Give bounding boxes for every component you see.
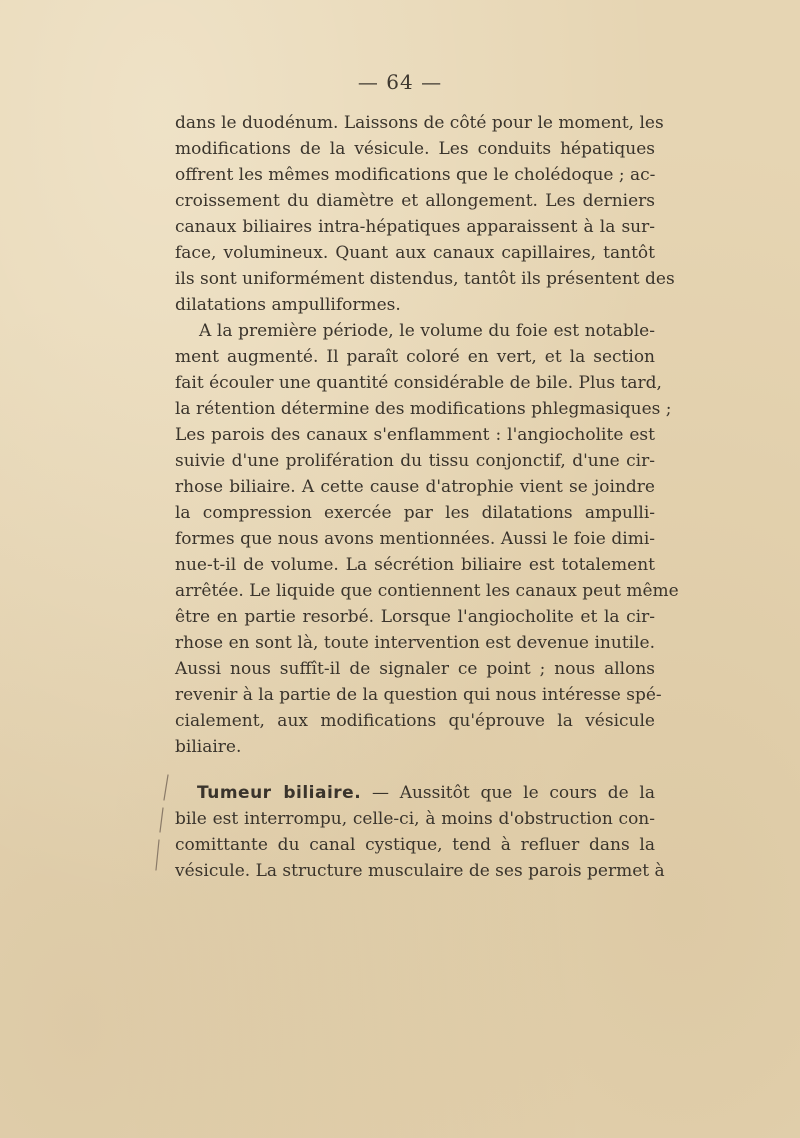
text-line: suivie d'une prolifération du tissu conjonctif, d'une cir- <box>175 451 655 471</box>
text-line: Les parois des canaux s'enflamment : l'angiocholite est <box>175 425 655 445</box>
text-line: vésicule. La structure musculaire de ses parois permet à <box>175 861 665 881</box>
text-line: la compression exercée par les dilatations ampulli- <box>175 503 655 523</box>
text-line: être en partie resorbé. Lorsque l'angiocholite et la cir- <box>175 607 655 627</box>
text-line: bile est interrompu, celle-ci, à moins d'obstruction con- <box>175 809 655 829</box>
text-line: rhose biliaire. A cette cause d'atrophie vient se joindre <box>175 477 655 497</box>
page-number: — 64 — <box>357 70 443 94</box>
text-line: A la première période, le volume du foie est notable- <box>199 321 655 341</box>
text-line: nue-t-il de volume. La sécrétion biliaire est totalement <box>175 555 655 575</box>
text-line: dilatations ampulliformes. <box>175 295 401 315</box>
text-line: rhose en sont là, toute intervention est devenue inutile. <box>175 633 655 653</box>
section-heading: Tumeur biliaire. <box>197 783 362 803</box>
section-tumeur-biliaire <box>175 780 665 884</box>
paragraph-2 <box>175 318 679 760</box>
text-line: ils sont uniformément distendus, tantôt ils présentent des <box>175 269 675 289</box>
text-line: arrêtée. Le liquide que contiennent les canaux peut même <box>175 581 679 601</box>
text-line: formes que nous avons mentionnées. Aussi le foie dimi- <box>175 529 655 549</box>
text-line: croissement du diamètre et allongement. Les derniers <box>175 191 655 211</box>
text-line: face, volumineux. Quant aux canaux capillaires, tantôt <box>175 243 655 263</box>
text-line: comittante du canal cystique, tend à refluer dans la <box>175 835 655 855</box>
text-line: offrent les mêmes modifications que le cholédoque ; ac- <box>175 165 656 185</box>
paragraph-1 <box>175 110 675 318</box>
text-line: ment augmenté. Il paraît coloré en vert, et la section <box>175 347 655 367</box>
text-line: biliaire. <box>175 737 242 757</box>
text-line: revenir à la partie de la question qui nous intéresse spé- <box>175 685 662 705</box>
body-text <box>175 110 679 884</box>
text-line: cialement, aux modifications qu'éprouve la vésicule <box>175 711 655 731</box>
text-line: fait écouler une quantité considérable de bile. Plus tard, <box>175 373 662 393</box>
section-heading-rest: — Aussitôt que le cours de la <box>371 783 655 803</box>
text-line: dans le duodénum. Laissons de côté pour le moment, les <box>175 113 664 133</box>
text-line: Aussi nous suffît-il de signaler ce point ; nous allons <box>175 659 655 679</box>
text-line: la rétention détermine des modifications phlegmasiques ; <box>175 399 672 419</box>
section-heading-line <box>175 780 655 806</box>
text-line: modifications de la vésicule. Les conduits hépatiques <box>175 139 655 159</box>
margin-pencil-mark <box>150 770 180 890</box>
section-gap <box>175 760 655 780</box>
text-line: canaux biliaires intra-hépatiques apparaissent à la sur- <box>175 217 655 237</box>
